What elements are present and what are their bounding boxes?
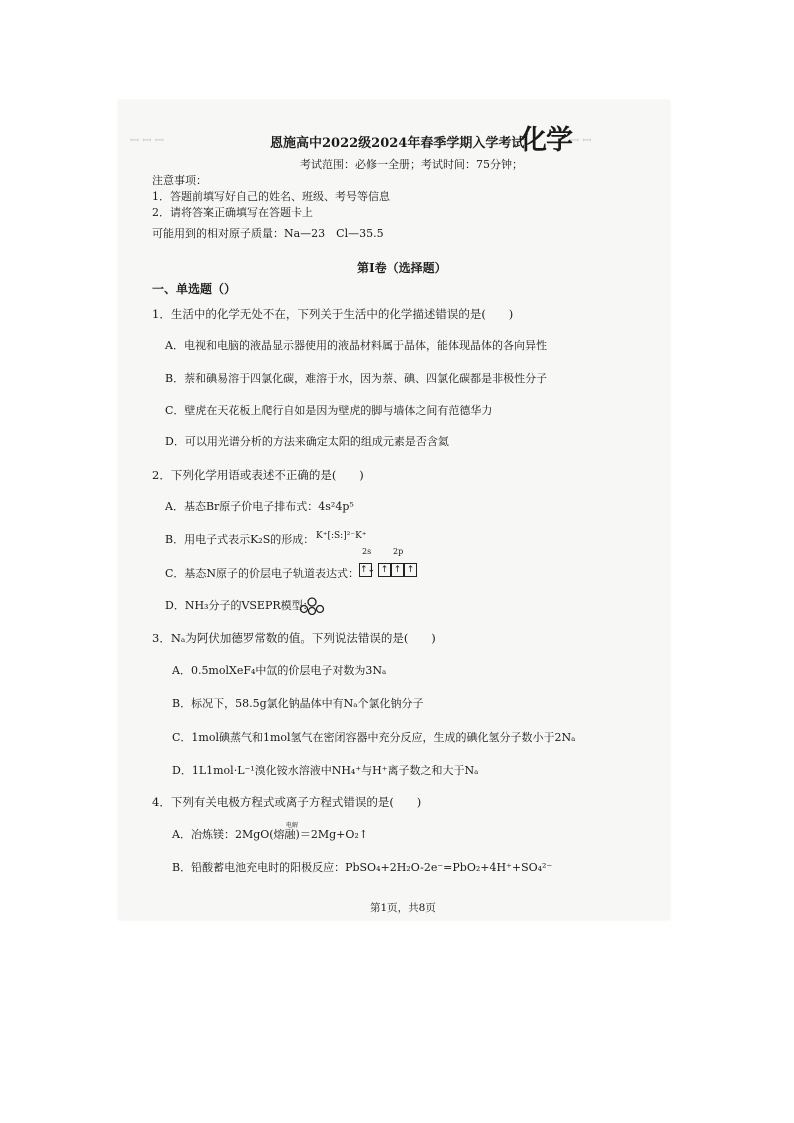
- bleed-through-text: ꟷ ꟷ: [570, 134, 592, 147]
- orbital-label: 2s: [362, 547, 372, 556]
- question-option: A．0.5molXeF₄中氙的价层电子对数为3Nₐ: [172, 664, 387, 677]
- question-option: B．标况下，58.5g氯化钠晶体中有Nₐ个氯化钠分子: [172, 697, 424, 710]
- part-title: 一、单选题（）: [152, 282, 237, 296]
- question-option: B．用电子式表示K₂S的形成：: [165, 533, 315, 546]
- note-item: 1．答题前填写好自己的姓名、班级、考号等信息: [152, 190, 390, 203]
- vsepr-model-icon: [299, 595, 325, 615]
- question-option: D．可以用光谱分析的方法来确定太阳的组成元素是否含氦: [165, 435, 449, 448]
- orbital-box: ↑: [404, 563, 417, 577]
- question-option: C．壁虎在天花板上爬行自如是因为壁虎的脚与墙体之间有范德华力: [165, 404, 493, 417]
- orbital-box: ↑: [378, 563, 391, 577]
- notes-heading: 注意事项：: [152, 174, 207, 187]
- orbital-box: ↑: [391, 563, 404, 577]
- orbital-label: 2p: [393, 547, 404, 556]
- atomic-masses: 可能用到的相对原子质量：Na—23 Cl—35.5: [152, 227, 384, 240]
- question-option: B．萘和碘易溶于四氯化碳，难溶于水，因为萘、碘、四氯化碳都是非极性分子: [165, 372, 548, 385]
- question-stem: 4．下列有关电极方程式或离子方程式错误的是( ): [152, 795, 422, 809]
- question-option: A．冶炼镁：2MgO(熔融)＝2Mg+O₂↑: [172, 828, 369, 841]
- bleed-through-text: ꟷ ꟷ ꟷ: [130, 134, 164, 147]
- exam-info: 考试范围：必修一全册；考试时间：75分钟；: [300, 158, 523, 171]
- question-option: D．1L1mol·L⁻¹溴化铵水溶液中NH₄⁺与H⁺离子数之和大于Nₐ: [172, 764, 479, 777]
- handwritten-subject: 化学: [520, 125, 572, 156]
- electron-formula: K⁺[:S:]²⁻K⁺: [316, 531, 367, 541]
- question-option: C．基态N原子的价层电子轨道表达式：: [165, 567, 360, 580]
- section-title: 第Ⅰ卷（选择题）: [357, 261, 447, 275]
- question-option: A．电视和电脑的液晶显示器使用的液晶材料属于晶体，能体现晶体的各向异性: [165, 339, 547, 352]
- question-stem: 3．Nₐ为阿伏加德罗常数的值。下列说法错误的是( ): [152, 631, 436, 645]
- note-item: 2．请将答案正确填写在答题卡上: [152, 206, 313, 219]
- reaction-condition: 电解: [286, 822, 299, 829]
- question-stem: 2．下列化学用语或表述不正确的是( ): [152, 468, 364, 482]
- page-number: 第1页，共8页: [370, 902, 436, 914]
- question-stem: 1．生活中的化学无处不在，下列关于生活中的化学描述错误的是( ): [152, 307, 514, 321]
- orbital-diagram: [356, 559, 417, 578]
- question-option: B．铅酸蓄电池充电时的阳极反应：PbSO₄+2H₂O-2e⁻=PbO₂+4H⁺+SO₄²⁻: [172, 861, 553, 874]
- question-option: C．1mol碘蒸气和1mol氢气在密闭容器中充分反应，生成的碘化氢分子数小于2Nₐ: [172, 731, 576, 744]
- question-option: D．NH₃分子的VSEPR模型：: [165, 599, 314, 612]
- page-title: 恩施高中2022级2024年春季学期入学考试: [270, 136, 525, 151]
- orbital-box: ↑↓: [360, 564, 376, 575]
- question-option: A．基态Br原子价电子排布式：4s²4p⁵: [165, 500, 354, 513]
